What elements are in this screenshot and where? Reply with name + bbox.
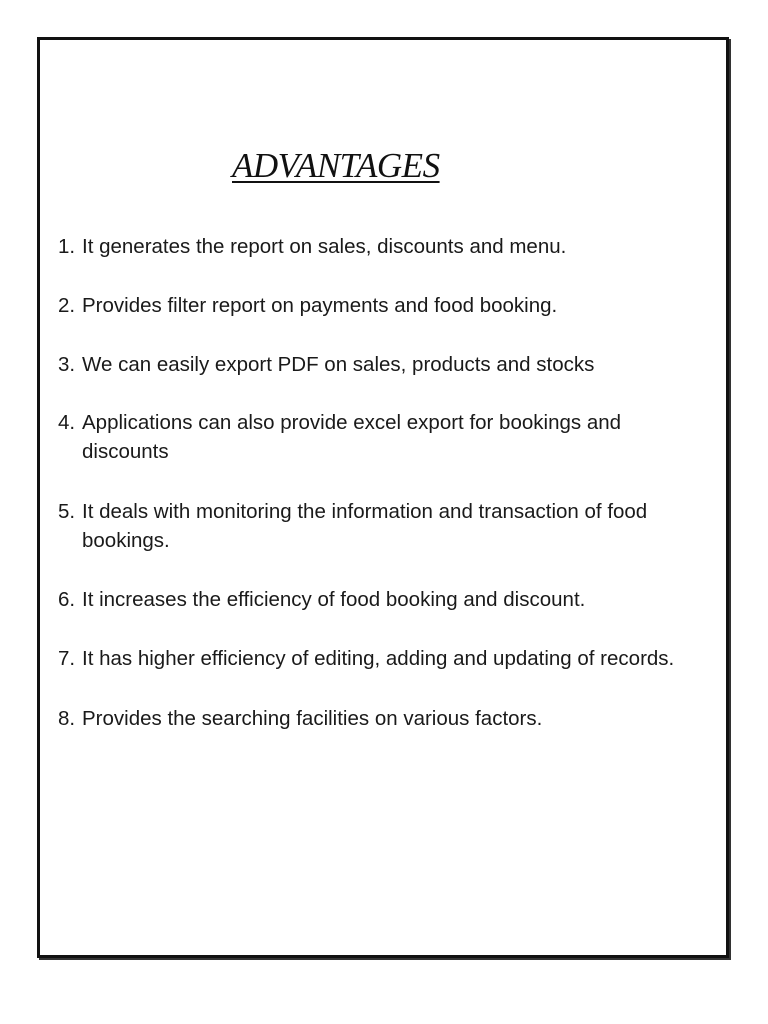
list-item: [58, 408, 708, 466]
item-text: It increases the efficiency of food booking and discount.: [82, 588, 586, 611]
list-item: [58, 585, 708, 614]
item-text: It has higher efficiency of editing, adding and updating of records.: [82, 647, 675, 670]
item-text: It deals with monitoring the information and transaction of food bookings.: [82, 500, 648, 552]
page-title: ADVANTAGES: [232, 146, 440, 185]
list-item: [58, 350, 708, 379]
list-item: [58, 644, 708, 673]
advantages-list: [58, 232, 708, 733]
item-text: Provides filter report on payments and food booking.: [82, 294, 558, 317]
item-text: Applications can also provide excel export for bookings and discounts: [82, 411, 622, 463]
item-number: 3.: [58, 353, 76, 376]
list-item: [58, 291, 708, 320]
item-text: We can easily export PDF on sales, products and stocks: [82, 353, 595, 376]
list-item: [58, 497, 708, 555]
item-number: 5.: [58, 500, 76, 523]
list-item: [58, 704, 708, 733]
item-number: 8.: [58, 707, 76, 730]
item-number: 4.: [58, 411, 76, 434]
item-text: Provides the searching facilities on various factors.: [82, 707, 543, 730]
item-number: 2.: [58, 294, 76, 317]
item-number: 7.: [58, 647, 76, 670]
list-item: [58, 232, 708, 261]
item-text: It generates the report on sales, discounts and menu.: [82, 235, 567, 258]
item-number: 6.: [58, 588, 76, 611]
item-number: 1.: [58, 235, 76, 258]
